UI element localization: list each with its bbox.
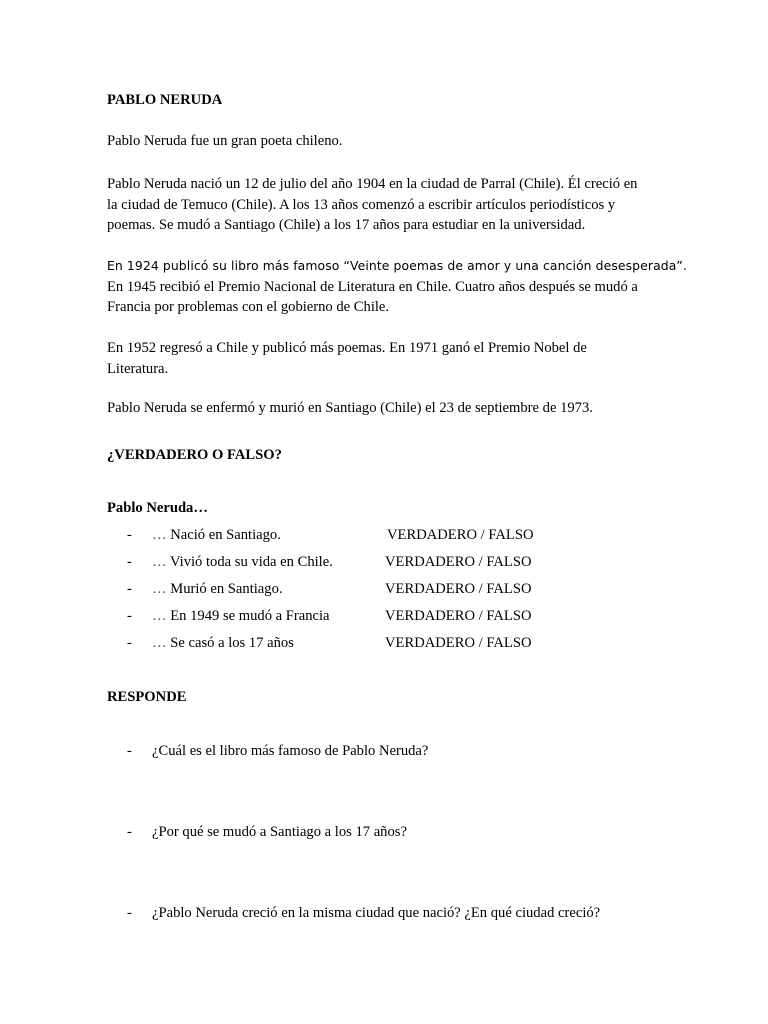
statement-text: Vivió toda su vida en Chile. (166, 554, 333, 570)
question-text: ¿Cuál es el libro más famoso de Pablo Neruda? (152, 743, 429, 759)
list-dash: - (127, 527, 132, 543)
true-false-options: VERDADERO / FALSO (385, 581, 532, 597)
document-title: PABLO NERUDA (107, 92, 223, 108)
statement (152, 635, 294, 652)
ellipsis: … (152, 635, 167, 651)
question-text: ¿Por qué se mudó a Santiago a los 17 años? (152, 824, 407, 840)
statement (152, 581, 283, 598)
paragraph-line: Literatura. (107, 360, 169, 377)
paragraph-line: la ciudad de Temuco (Chile). A los 13 años comenzó a escribir artículos periodísticos y (107, 196, 616, 213)
list-dash: - (127, 608, 132, 624)
ellipsis: … (152, 581, 167, 597)
paragraph-line: En 1924 publicó su libro más famoso “Veinte poemas de amor y una canción desesperada”. (107, 258, 687, 273)
list-dash: - (127, 743, 132, 759)
statement (152, 608, 330, 625)
paragraph-line: Francia por problemas con el gobierno de Chile. (107, 299, 390, 315)
list-dash: - (127, 635, 132, 651)
statement-text: Nació en Santiago. (166, 527, 281, 543)
paragraph-line: En 1945 recibió el Premio Nacional de Literatura en Chile. Cuatro años después se mudó a (107, 278, 638, 295)
ellipsis: … (152, 608, 167, 624)
biography-paragraph-death: Pablo Neruda se enfermó y murió en Santiago (Chile) el 23 de septiembre de 1973. (107, 400, 593, 416)
paragraph-line: poemas. Se mudó a Santiago (Chile) a los 17 años para estudiar en la universidad. (107, 217, 586, 233)
list-dash: - (127, 581, 132, 597)
true-false-heading: ¿VERDADERO O FALSO? (107, 447, 282, 463)
list-dash: - (127, 824, 132, 840)
question-text: ¿Pablo Neruda creció en la misma ciudad que nació? ¿En qué ciudad creció? (152, 905, 601, 921)
true-false-options: VERDADERO / FALSO (385, 635, 532, 651)
true-false-options: VERDADERO / FALSO (385, 554, 532, 570)
biography-paragraph-birth (107, 174, 667, 236)
true-false-subheading: Pablo Neruda… (107, 500, 208, 516)
statement-text: En 1949 se mudó a Francia (166, 608, 330, 624)
true-false-options: VERDADERO / FALSO (385, 608, 532, 624)
paragraph-line: En 1952 regresó a Chile y publicó más poemas. En 1971 ganó el Premio Nobel de (107, 340, 587, 356)
true-false-options: VERDADERO / FALSO (387, 527, 534, 543)
ellipsis: … (152, 554, 167, 570)
respond-heading: RESPONDE (107, 689, 187, 705)
biography-paragraph-nobel (107, 338, 667, 379)
list-dash: - (127, 905, 132, 921)
ellipsis: … (152, 527, 167, 543)
paragraph-line: Pablo Neruda nació un 12 de julio del año 1904 en la ciudad de Parral (Chile). Él creció en (107, 176, 638, 192)
statement (152, 554, 333, 571)
statement (152, 527, 281, 544)
statement-text: Murió en Santiago. (166, 581, 283, 597)
statement-text: Se casó a los 17 años (166, 635, 294, 651)
list-dash: - (127, 554, 132, 570)
biography-paragraph-career (107, 256, 687, 318)
intro-paragraph: Pablo Neruda fue un gran poeta chileno. (107, 133, 343, 149)
